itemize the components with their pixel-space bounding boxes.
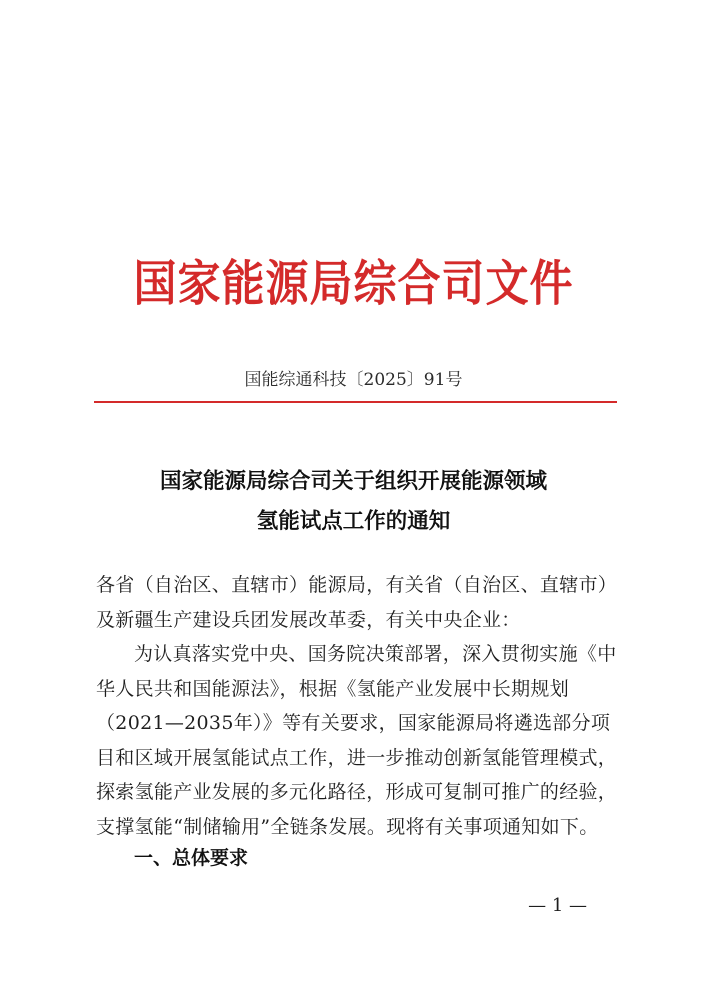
addressee-paragraph: 各省（自治区、直辖市）能源局，有关省（自治区、直辖市）及新疆生产建设兵团发展改革委，有关中央企业： bbox=[96, 574, 618, 631]
document-title-line-2: 氢能试点工作的通知 bbox=[256, 509, 451, 534]
document-title-line-1: 国家能源局综合司关于组织开展能源领域 bbox=[159, 469, 547, 494]
body-paragraph: 为认真落实党中央、国务院决策部署，深入贯彻实施《中华人民共和国能源法》，根据《氢能产业发展中长期规划（2021—2035年）》等有关要求，国家能源局将遴选部分项目和区域开展氢能试点工作，进一步推动创新氢能管理模式，探索氢能产业发展的多元化路径，形成可复制可推广的经验，支撑氢能“制储输用”全链条发展。现将有关事项通知如下。 bbox=[96, 643, 618, 838]
red-divider-line bbox=[94, 401, 617, 403]
document-number: 国能综通科技〔2025〕91号 bbox=[244, 370, 463, 390]
page-number: — 1 — bbox=[528, 895, 587, 916]
section-heading: 一、总体要求 bbox=[134, 847, 249, 869]
document-masthead: 国家能源局综合司文件 bbox=[133, 256, 574, 313]
document-title bbox=[0, 462, 707, 542]
